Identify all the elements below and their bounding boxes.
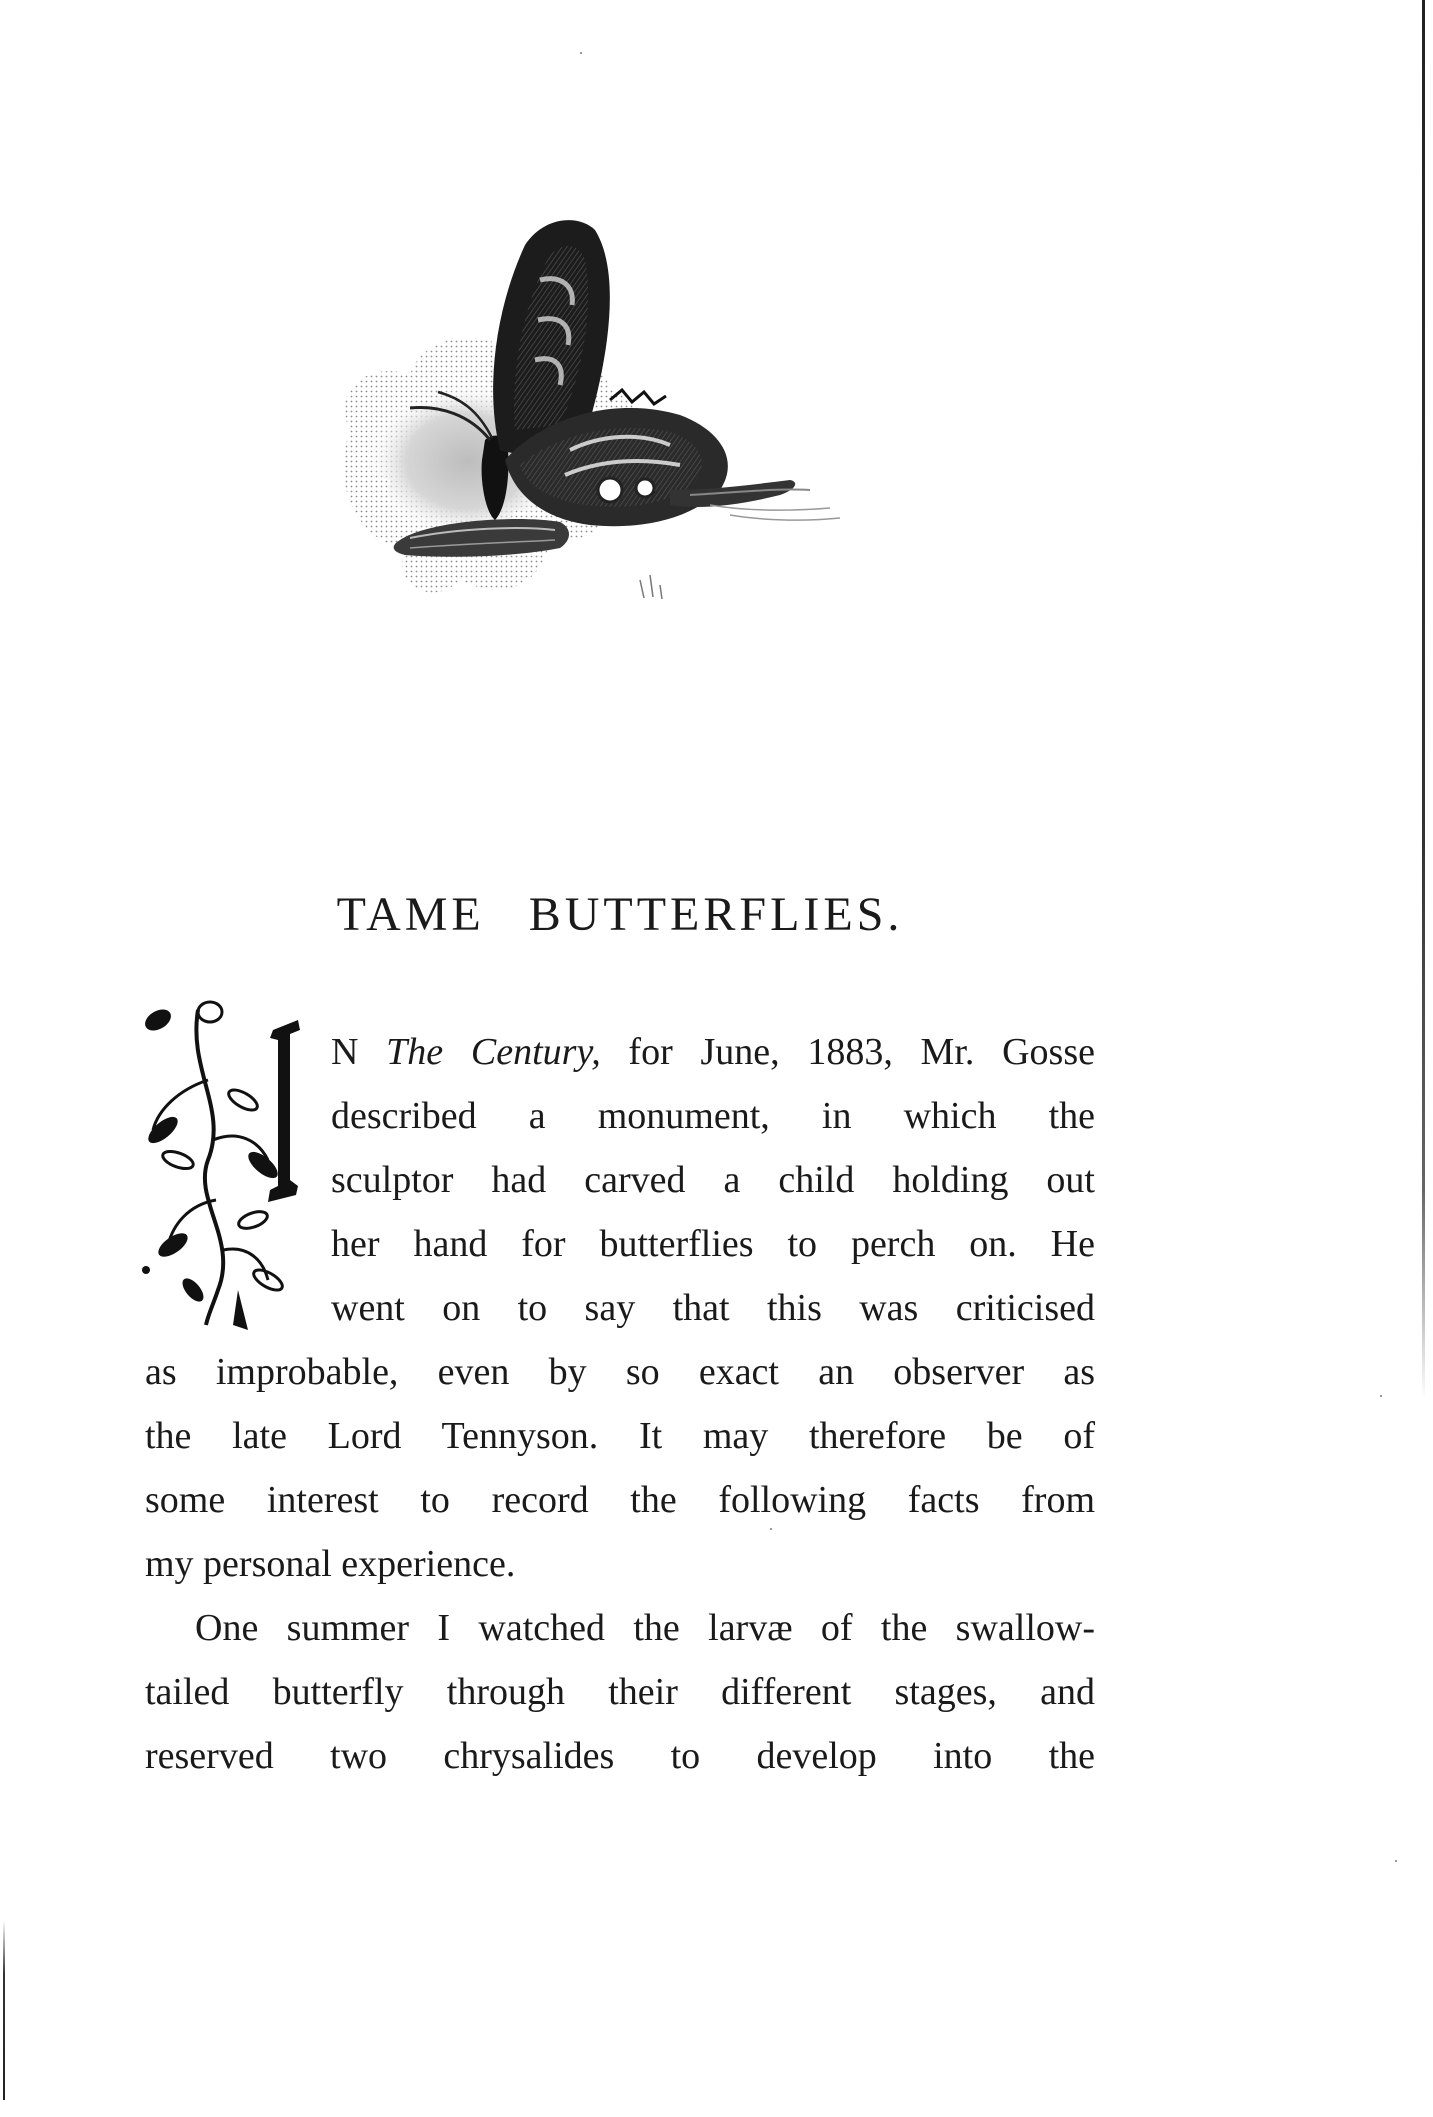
paper-speck: [580, 52, 582, 54]
text-line: her hand for butterflies to perch on. He: [331, 1223, 1095, 1265]
text-line: some interest to record the following facts from: [145, 1479, 1095, 1521]
body-text: [145, 1020, 1095, 1788]
text-line: went on to say that this was criticised: [331, 1287, 1095, 1329]
text-line: reserved two chrysalides to develop into the: [145, 1735, 1095, 1777]
paper-speck: [770, 1528, 772, 1530]
text-line: the late Lord Tennyson. It may therefore be of: [145, 1415, 1095, 1457]
page-left-edge: [3, 1920, 5, 2100]
text-line: One summer I watched the larvæ of the swallow-: [195, 1607, 1095, 1649]
butterfly-engraving-icon: [310, 160, 930, 740]
text-line: N The Century, for June, 1883, Mr. Gosse: [331, 1031, 1095, 1073]
text-line: sculptor had carved a child holding out: [331, 1159, 1095, 1201]
text-line: tailed butterfly through their different stages, and: [145, 1671, 1095, 1713]
publication-title: The Century,: [386, 1031, 601, 1073]
paper-speck: [1395, 1860, 1397, 1862]
chapter-title: TAME BUTTERFLIES.: [336, 888, 904, 941]
text-line: described a monument, in which the: [331, 1095, 1095, 1137]
text-line: as improbable, even by so exact an observer as: [145, 1351, 1095, 1393]
text-line: my personal experience.: [145, 1543, 516, 1585]
page-binding-edge: [1422, 0, 1425, 1400]
paper-speck: [1380, 1395, 1382, 1397]
